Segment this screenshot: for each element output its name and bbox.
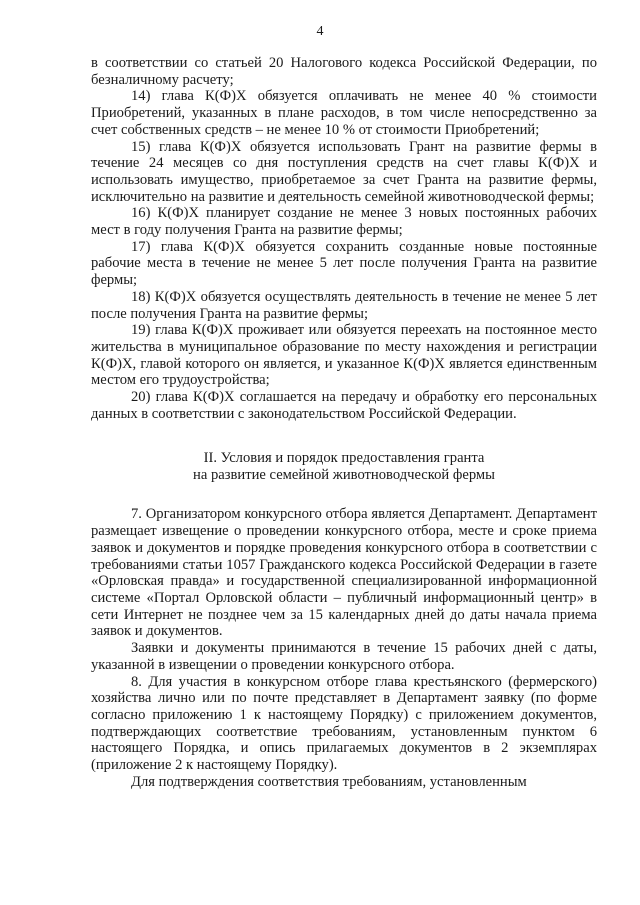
paragraph-continuation: в соответствии со статьей 20 Налогового кодекса Российской Федерации, по безналичному расчету; xyxy=(91,55,597,88)
paragraph-item-20: 20) глава К(Ф)Х соглашается на передачу и обработку его персональных данных в соответствии с законодательством Российской Федерации. xyxy=(91,389,597,422)
section-heading-line-1: II. Условия и порядок предоставления гранта xyxy=(203,450,485,467)
paragraph-clause-7: 7. Организатором конкурсного отбора является Департамент. Департамент размещает извещение о проведении конкурсного отбора, месте и сроке приема заявок и документов и порядке проведения конкурсного отбора в соответствии с требованиями статьи 1057 Гражданского кодекса Российской Федерации в газете «Орловская правда» и государственной специализированной информационной системе «Портал Орловской области – публичный информационный центр» в сети Интернет не позднее чем за 15 календарных дней до даты начала приема заявок и документов. xyxy=(91,506,597,640)
paragraph-item-15: 15) глава К(Ф)Х обязуется использовать Грант на развитие фермы в течение 24 месяцев со дня поступления средств на счет главы К(Ф)Х и использовать имущество, приобретаемое за счет Гранта на развитие фермы, исключительно на развитие и деятельность семейной животноводческой фермы; xyxy=(91,138,597,205)
section-heading-line-2: на развитие семейной животноводческой фермы xyxy=(193,467,495,484)
paragraph-item-17: 17) глава К(Ф)Х обязуется сохранить созданные новые постоянные рабочие места в течение не менее 5 лет после получения Гранта на развитие фермы; xyxy=(91,238,597,289)
paragraph-item-14: 14) глава К(Ф)Х обязуется оплачивать не менее 40 % стоимости Приобретений, указанных в плане расходов, в том числе непосредственно за счет собственных средств – не менее 10 % от стоимости Приобретений; xyxy=(91,88,597,138)
document-body xyxy=(91,55,597,790)
paragraph-clause-8-confirmation: Для подтверждения соответствия требованиям, установленным xyxy=(131,773,527,790)
page-number: 4 xyxy=(316,24,324,39)
section-heading xyxy=(91,450,597,484)
paragraph-clause-7-applications: Заявки и документы принимаются в течение 15 рабочих дней с даты, указанной в извещении о проведении конкурсного отбора. xyxy=(91,640,597,673)
paragraph-item-19: 19) глава К(Ф)Х проживает или обязуется переехать на постоянное место жительства в муниципальное образование по месту нахождения и регистрации К(Ф)Х, главой которого он является, и указанное К(Ф)Х является единственным местом его трудоустройства; xyxy=(91,322,597,389)
paragraph-clause-8: 8. Для участия в конкурсном отборе глава крестьянского (фермерского) хозяйства лично или по почте представляет в Департамент заявку (по форме согласно приложению 1 к настоящему Порядку) с приложением документов, подтверждающих соответствие требованиям, установленным пунктом 6 настоящего Порядка, и опись прилагаемых документов в 2 экземплярах (приложение 2 к настоящему Порядку). xyxy=(91,673,597,774)
paragraph-item-18: 18) К(Ф)Х обязуется осуществлять деятельность в течение не менее 5 лет после получения Гранта на развитие фермы; xyxy=(91,288,597,322)
paragraph-item-16: 16) К(Ф)Х планирует создание не менее 3 новых постоянных рабочих мест в году получения Гранта на развитие фермы; xyxy=(91,205,597,239)
